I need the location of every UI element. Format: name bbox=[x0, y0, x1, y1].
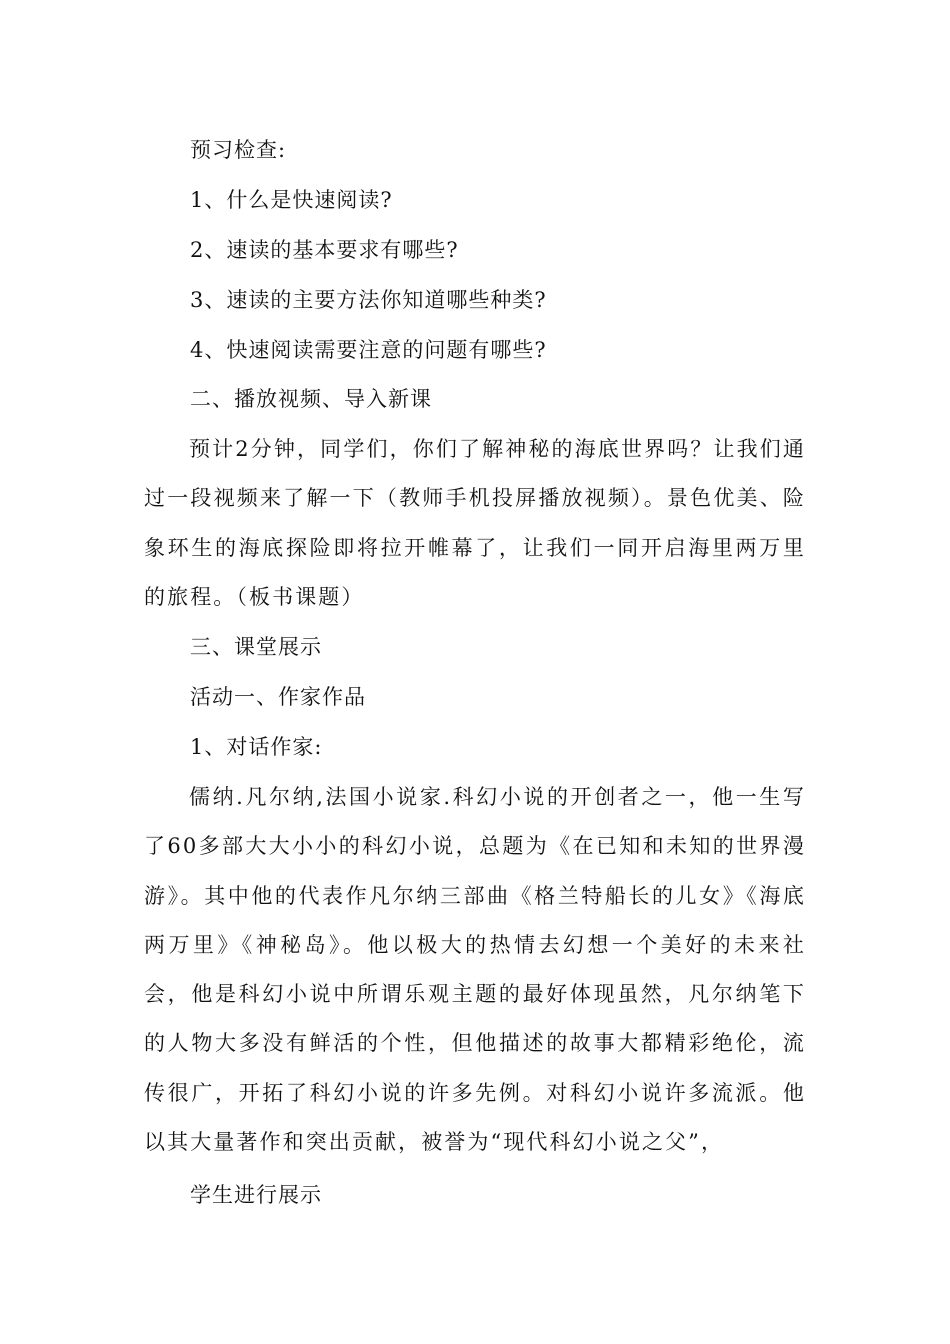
preview-question-1: 1、什么是快速阅读? bbox=[190, 188, 393, 212]
preview-question-4: 4、快速阅读需要注意的问题有哪些? bbox=[190, 338, 547, 362]
section-2-heading: 二、播放视频、导入新课 bbox=[190, 387, 432, 411]
author-paragraph: 儒纳.凡尔纳,法国小说家.科幻小说的开创者之一，他一生写了60多部大大小小的科幻小说，总题为《在已知和未知的世界漫游》。其中他的代表作凡尔纳三部曲《格兰特船长的儿女》《海底两万里》《神秘岛》。他以极大的热情去幻想一个美好的未来社会，他是科幻小说中所谓乐观主题的最好体现虽然，凡尔纳笔下的人物大多没有鲜活的个性，但他描述的故事大都精彩绝伦，流传很广，开拓了科幻小说的许多先例。对科幻小说许多流派。他以其大量著作和突出贡献，被誉为“现代科幻小说之父”， bbox=[144, 785, 806, 1155]
section-3-heading: 三、课堂展示 bbox=[190, 635, 322, 659]
activity-1-heading: 活动一、作家作品 bbox=[190, 685, 366, 709]
item-1-heading: 1、对话作家: bbox=[190, 735, 323, 759]
section-2-paragraph: 预计2分钟，同学们，你们了解神秘的海底世界吗？让我们通过一段视频来了解一下（教师手机投屏播放视频）。景色优美、险象环生的海底探险即将拉开帷幕了，让我们一同开启海里两万里的旅程。（板书课题） bbox=[144, 437, 806, 609]
preview-question-3: 3、速读的主要方法你知道哪些种类? bbox=[190, 288, 547, 312]
preview-question-2: 2、速读的基本要求有哪些? bbox=[190, 238, 459, 262]
student-show-line: 学生进行展示 bbox=[190, 1183, 322, 1207]
preview-heading: 预习检查: bbox=[190, 138, 287, 162]
